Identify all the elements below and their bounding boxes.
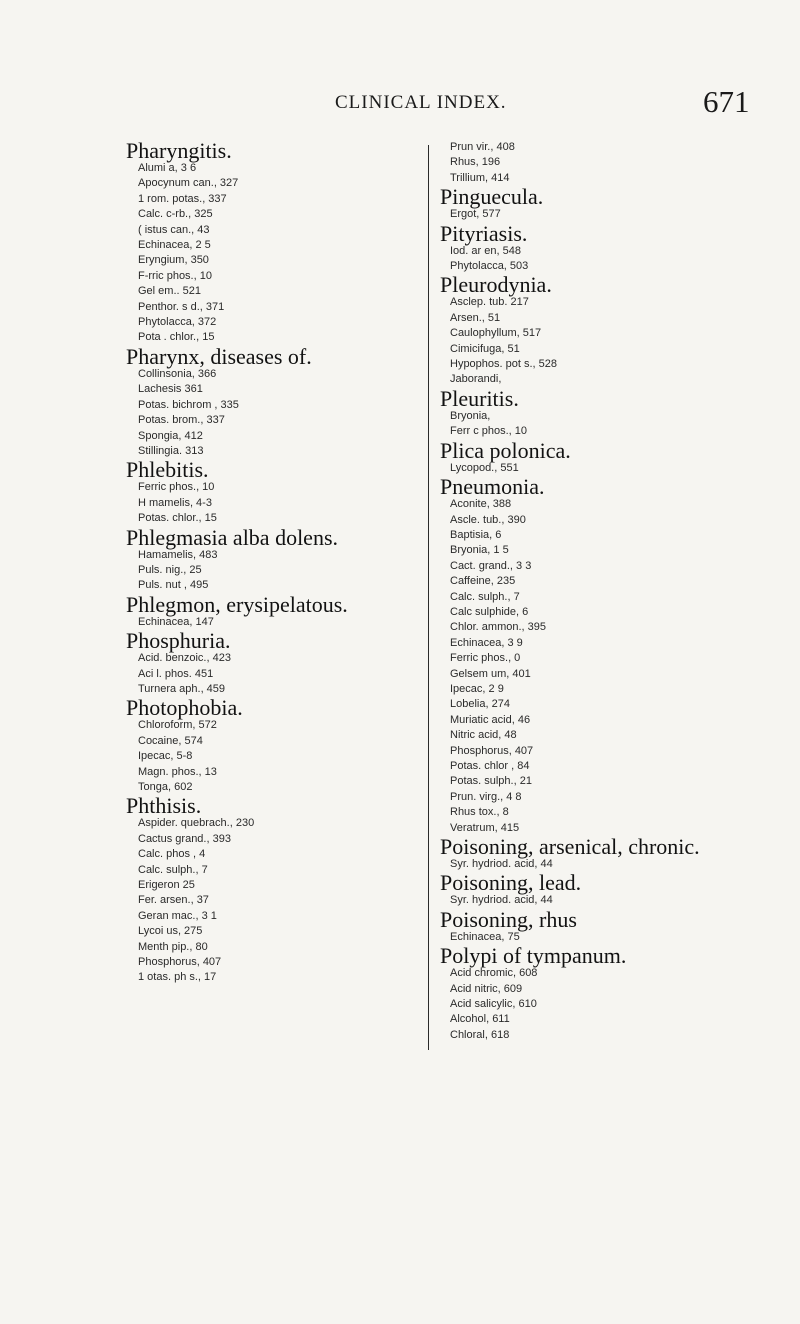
index-subentry: Arsen., 51 [450, 311, 501, 324]
index-subentry: Acid. benzoic., 423 [138, 652, 231, 665]
index-subentry: Lobelia, 274 [450, 698, 510, 711]
index-subentry: Menth pip., 80 [138, 940, 208, 953]
index-entry [440, 186, 780, 222]
index-subentry: Lycopod., 551 [450, 461, 519, 474]
index-subentry: Phytolacca, 503 [450, 260, 529, 273]
index-subentry: 1 rom. potas., 337 [138, 192, 227, 205]
index-subentry: Chlor. ammon., 395 [450, 621, 546, 634]
index-subentry: Echinacea, 2 5 [138, 239, 211, 252]
index-subentry: Apocynum can., 327 [138, 177, 239, 190]
index-subentry: Caffeine, 235 [450, 575, 516, 588]
left-index-column [126, 140, 426, 986]
index-subentry: Aci l. phos. 451 [138, 667, 214, 680]
index-heading: Poisoning, lead. [440, 870, 582, 896]
index-subentry: Puls. nig., 25 [138, 563, 202, 576]
index-subentry: Chloroform, 572 [138, 719, 217, 732]
index-entry [126, 697, 426, 795]
index-subentry: Hypophos. pot s., 528 [450, 358, 558, 371]
index-subentry: Phosphorus, 407 [138, 956, 222, 969]
index-subentry: Aspider. quebrach., 230 [138, 817, 255, 830]
index-subentry: Gelsem um, 401 [450, 667, 531, 680]
index-subentry: Ergot, 577 [450, 208, 501, 221]
index-subentry: Puls. nut , 495 [138, 579, 209, 592]
column-divider [428, 145, 429, 1050]
index-subentry: Cimicifuga, 51 [450, 342, 520, 355]
index-subentry: F-rric phos., 10 [138, 269, 212, 282]
index-subentry: Ipecac, 2 9 [450, 682, 504, 695]
index-subentry: Ferr c phos., 10 [450, 425, 528, 438]
index-subentry: Acid chromic, 608 [450, 967, 538, 980]
index-heading: Pityriasis. [440, 220, 528, 246]
index-subentry: Asclep. tub. 217 [450, 296, 529, 309]
index-subentry: Penthor. s d., 371 [138, 300, 225, 313]
index-subentry: Potas. brom., 337 [138, 414, 225, 427]
index-heading: Polypi of tympanum. [440, 943, 627, 969]
index-subentry: Calc sulphide, 6 [450, 605, 529, 618]
index-heading: Photophobia. [126, 695, 243, 721]
index-entry [126, 459, 426, 526]
index-subentry: Pota . chlor., 15 [138, 331, 215, 344]
index-subentry: Rhus tox., 8 [450, 806, 509, 819]
index-subentry: Cactus grand., 393 [138, 832, 231, 845]
index-subentry: Lycoi us, 275 [138, 925, 203, 938]
index-subentry: Alumi a, 3 6 [138, 162, 197, 174]
index-subentry: Trillium, 414 [450, 171, 510, 184]
index-subentry: Syr. hydriod. acid, 44 [450, 894, 553, 907]
index-entry [440, 220, 780, 275]
index-subentry: ( istus can., 43 [138, 223, 210, 236]
index-subentry: Muriatic acid, 46 [450, 713, 531, 726]
index-subentry: Phytolacca, 372 [138, 316, 217, 329]
index-subentry: Cocaine, 574 [138, 734, 203, 747]
index-subentry: Potas. chlor , 84 [450, 760, 530, 772]
index-entry [440, 476, 780, 836]
index-subentry: Tonga, 602 [138, 781, 193, 793]
index-subentry: Ferric phos., 0 [450, 652, 521, 665]
index-heading: Phlebitis. [126, 457, 209, 483]
index-subentry: Nitric acid, 48 [450, 729, 517, 742]
index-subentry: Potas. sulph., 21 [450, 775, 532, 788]
index-subentry: Aconite, 388 [450, 498, 512, 511]
index-subentry: Eryngium, 350 [138, 254, 209, 267]
index-entry [126, 343, 426, 459]
index-subentry: Jaborandi, [450, 373, 502, 386]
page-number: 671 [703, 84, 750, 119]
index-subentry: Calc. c-rb., 325 [138, 208, 213, 221]
index-subentry: Hamamelis, 483 [138, 548, 218, 561]
index-entry [440, 945, 780, 1043]
index-heading: Plica polonica. [440, 437, 571, 463]
index-subentry: Spongia, 412 [138, 429, 203, 442]
index-subentry: Bryonia, [450, 409, 491, 422]
index-subentry: Ipecac, 5-8 [138, 750, 193, 763]
index-subentry: Acid nitric, 609 [450, 982, 523, 995]
index-subentry: Veratrum, 415 [450, 821, 520, 834]
index-subentry: Phosphorus, 407 [450, 744, 534, 757]
index-heading: Phthisis. [126, 793, 202, 819]
index-subentry: H mamelis, 4-3 [138, 496, 212, 509]
index-subentry: Calc. sulph., 7 [450, 590, 520, 603]
page-header [0, 84, 800, 126]
index-heading: Pharyngitis. [126, 138, 232, 163]
index-subentry: Ascle. tub., 390 [450, 513, 526, 526]
index-subentry: Erigeron 25 [138, 879, 195, 892]
index-subentry: Stillingia. 313 [138, 444, 204, 457]
index-subentry: Fer. arsen., 37 [138, 894, 209, 907]
index-heading: Poisoning, rhus [440, 906, 577, 932]
index-subentry: Magn. phos., 13 [138, 765, 217, 778]
index-subentry: Prun. virg., 4 8 [450, 790, 522, 803]
index-subentry: Potas. chlor., 15 [138, 512, 217, 525]
index-heading: Phlegmasia alba dolens. [126, 524, 339, 550]
index-entry [126, 630, 426, 697]
index-subentry: Lachesis 361 [138, 383, 203, 396]
index-subentry: Echinacea, 3 9 [450, 636, 523, 649]
index-subentry: Alcohol, 611 [450, 1013, 510, 1026]
index-heading: Poisoning, arsenical, chronic. [440, 834, 700, 860]
index-subentry: Syr. hydriod. acid, 44 [450, 858, 553, 871]
index-heading: Pneumonia. [440, 474, 545, 500]
running-title: CLINICAL INDEX. [335, 92, 507, 113]
index-entry [126, 591, 426, 630]
index-subentry: Turnera aph., 459 [138, 682, 226, 695]
index-subentry: Echinacea, 75 [450, 930, 520, 943]
index-heading: Pinguecula. [440, 184, 544, 210]
index-subentry: Caulophyllum, 517 [450, 327, 542, 340]
index-entry [440, 274, 780, 387]
index-entry [126, 524, 426, 594]
index-heading: Pleurodynia. [440, 272, 552, 298]
index-subentry: Ferric phos., 10 [138, 481, 215, 494]
index-entry [126, 795, 426, 985]
index-subentry: Cact. grand., 3 3 [450, 559, 532, 572]
index-entry [440, 872, 780, 908]
index-heading: Phosphuria. [126, 628, 231, 654]
index-subentry: Bryonia, 1 5 [450, 544, 509, 557]
index-heading: Pleuritis. [440, 385, 519, 411]
index-heading: Pharynx, diseases of. [126, 343, 312, 369]
index-entry [440, 385, 780, 440]
index-subentry: Gel em.. 521 [138, 285, 201, 298]
index-subentry: Calc. phos , 4 [138, 848, 206, 861]
index-subentry: Rhus, 196 [450, 156, 501, 169]
index-subentry: Echinacea, 147 [138, 615, 214, 628]
index-entry [440, 140, 780, 186]
index-subentry: Calc. sulph., 7 [138, 863, 208, 876]
index-subentry: Acid salicylic, 610 [450, 998, 537, 1011]
index-heading: Phlegmon, erysipelatous. [126, 591, 348, 617]
index-subentry: 1 otas. ph s., 17 [138, 971, 217, 984]
index-subentry: Iod. ar en, 548 [450, 244, 521, 257]
index-entry [126, 140, 426, 346]
index-entry [440, 437, 780, 476]
index-subentry: Potas. bichrom , 335 [138, 398, 239, 411]
index-subentry: Prun vir., 408 [450, 141, 515, 153]
index-entry [440, 836, 780, 872]
index-subentry: Chloral, 618 [450, 1028, 510, 1041]
index-subentry: Baptisia, 6 [450, 528, 502, 541]
index-subentry: Geran mac., 3 1 [138, 909, 217, 922]
index-entry [440, 906, 780, 945]
right-index-column [440, 140, 780, 1043]
index-subentry: Collinsonia, 366 [138, 367, 217, 380]
